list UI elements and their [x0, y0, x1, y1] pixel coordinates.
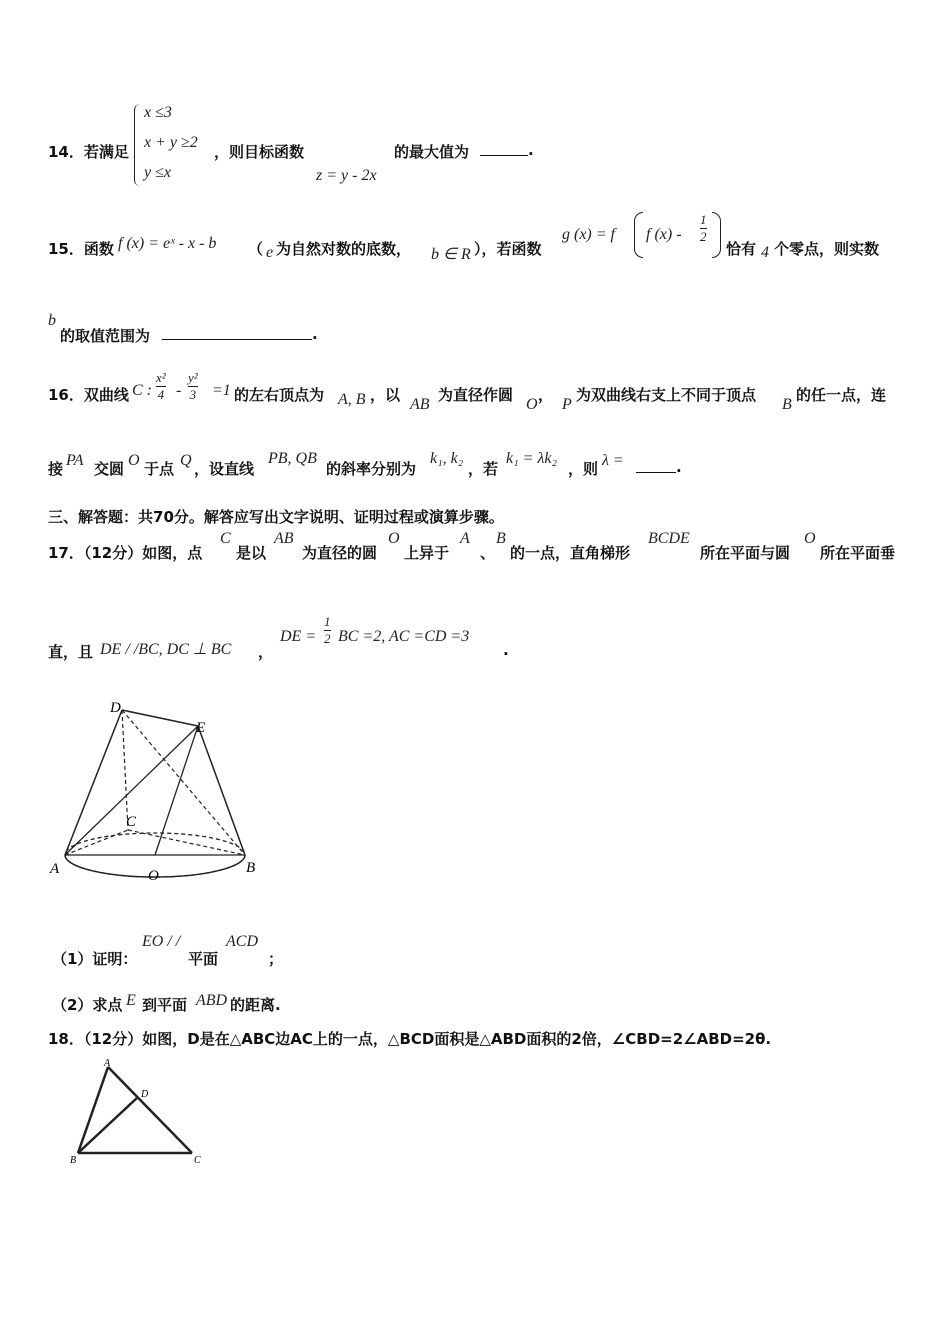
q17-text-6: 所在平面垂	[820, 544, 896, 562]
q16-text-3: 为直径作圆	[438, 386, 514, 404]
q17-B: B	[496, 530, 506, 547]
q15-number: 15．函数	[48, 240, 114, 258]
fig18-label-C: C	[194, 1155, 201, 1166]
q15-right-paren	[712, 212, 721, 258]
q17-line2-a: 直，且	[48, 643, 94, 661]
q17-part1-d: ACD	[226, 933, 258, 950]
fig17-edge-EA	[65, 726, 198, 855]
q16-O: O	[526, 396, 538, 413]
q15-function: f (x) = eˣ - x - b	[118, 235, 217, 252]
q17-text-1: 是以	[236, 544, 267, 562]
fig17-label-E: E	[196, 720, 206, 736]
q16-relation: k₁ = λk₂	[506, 450, 558, 467]
q17-C: C	[220, 530, 231, 547]
q17-half-num: 1	[324, 614, 331, 629]
fig17-edge-EO	[155, 726, 198, 855]
q15-e: e	[266, 244, 274, 261]
q14-constraint-2: x + y ≥2	[144, 134, 198, 151]
q17-part2-b: E	[126, 992, 136, 1009]
fig18-label-A: A	[104, 1058, 111, 1069]
q16-line2-a: 接	[48, 460, 64, 478]
q16-AB2: AB	[410, 396, 430, 413]
q16-number: 16．双曲线	[48, 386, 129, 404]
fig17-label-C: C	[126, 814, 137, 830]
q15-four: 4	[761, 244, 769, 261]
fig18-label-B: B	[70, 1155, 77, 1166]
fig17-edge-DA	[65, 710, 122, 855]
q16-x2: x²	[156, 370, 166, 385]
q17-number: 17．（12分）如图，点	[48, 544, 203, 562]
q15-inner: f (x) -	[646, 226, 682, 243]
q16-text-4: 为双曲线右支上不同于顶点	[576, 386, 757, 404]
fig17-edge-DC	[122, 710, 128, 830]
q15-text-tail: 的取值范围为	[60, 327, 151, 345]
q16-text-1: 的左右顶点为	[234, 386, 325, 404]
figure-18	[50, 1055, 220, 1185]
q15-b-in-R: b ∈ R	[431, 246, 471, 263]
q16-frac-x	[156, 370, 166, 403]
q16-comma: ，	[538, 386, 554, 404]
q15-paren-open: （	[248, 240, 264, 258]
q16-line2-b: 交圆	[94, 460, 125, 478]
figure-17-svg	[40, 690, 280, 890]
section-3-heading: 三、解答题：共70分。解答应写出文字说明、证明过程或演算步骤。	[48, 508, 504, 526]
q16-line2-e: 的斜率分别为	[326, 460, 417, 478]
q16-four: 4	[157, 387, 165, 402]
q14-number: 14．若满足	[48, 143, 129, 161]
q16-k1k2: k₁, k₂	[430, 450, 464, 467]
q17-part2-c: 到平面	[142, 996, 188, 1014]
q14-constraint-3: y ≤x	[144, 164, 171, 181]
q15-b: b	[48, 312, 56, 329]
q15-left-paren	[634, 212, 643, 258]
q17-cond2a: DE =	[280, 628, 317, 645]
q16-P: P	[562, 396, 572, 413]
fig17-edge-EB	[198, 726, 245, 855]
q17-AB: AB	[274, 530, 294, 547]
q15-period: .	[312, 325, 318, 343]
fig17-label-B: B	[246, 860, 256, 876]
q17-part1-e: ；	[268, 950, 284, 968]
q16-period: .	[676, 458, 682, 476]
figure-18-svg	[50, 1055, 220, 1185]
q16-y2: y²	[188, 370, 198, 385]
q17-text-3: 上异于	[404, 544, 450, 562]
q14-constraint-1: x ≤3	[144, 104, 172, 121]
q15-g: g (x) = f	[562, 226, 615, 243]
q16-PA: PA	[66, 452, 84, 469]
q17-cond2b: BC =2, AC =CD =3	[338, 628, 470, 645]
q15-half-num: 1	[700, 212, 707, 227]
fig17-label-D: D	[110, 700, 121, 716]
q14-period: .	[528, 141, 534, 159]
q16-line2-d: ，设直线	[194, 460, 255, 478]
fig17-edge-AC	[65, 830, 128, 855]
q16-B: B	[782, 396, 792, 413]
q16-three: 3	[189, 387, 197, 402]
figure-17	[40, 690, 280, 890]
q16-text-2: ，以	[370, 386, 401, 404]
q14-text-mid: ，则目标函数	[214, 143, 305, 161]
q16-line2-c: 于点	[144, 460, 175, 478]
q16-C: C :	[132, 382, 152, 399]
q17-BCDE: BCDE	[648, 530, 690, 547]
q17-O: O	[388, 530, 400, 547]
q15-text-2: ），若函数	[474, 240, 542, 258]
q17-cond1: DE / /BC, DC ⊥ BC	[100, 641, 232, 658]
q16-answer-blank	[636, 458, 676, 473]
q17-O2: O	[804, 530, 816, 547]
q16-frac-y	[188, 370, 198, 403]
fig18-label-D: D	[141, 1089, 149, 1100]
q17-text-2: 为直径的圆	[302, 544, 378, 562]
q15-text-3: 恰有	[726, 240, 757, 258]
q16-PBQB: PB, QB	[268, 450, 317, 467]
q16-O2: O	[128, 452, 140, 469]
q17-A: A	[460, 530, 470, 547]
q15-text-4: 个零点，则实数	[774, 240, 880, 258]
q16-lambda: λ =	[602, 452, 624, 469]
q17-part2-a: （2）求点	[52, 996, 123, 1014]
q16-eq1: =1	[212, 382, 231, 399]
q14-answer-blank	[480, 141, 528, 156]
q17-line2-b: ，	[258, 643, 274, 661]
q16-line2-g: ，则	[568, 460, 599, 478]
fig17-label-A: A	[50, 861, 60, 877]
q16-Q: Q	[180, 452, 192, 469]
fig17-label-O: O	[148, 868, 159, 884]
q16-text-5: 的任一点，连	[796, 386, 887, 404]
q16-line2-f: ，若	[468, 460, 499, 478]
question-18-text: 18．（12分）如图，D是在△ABC边AC上的一点，△BCD面积是△ABD面积的2倍，∠CBD=2∠ABD=2θ.	[48, 1030, 772, 1048]
q14-brace	[134, 104, 141, 186]
q17-part1-a: （1）证明：	[52, 950, 138, 968]
q15-half-den: 2	[700, 229, 707, 244]
q15-answer-blank	[162, 325, 312, 340]
q17-text-5: 所在平面与圆	[700, 544, 791, 562]
q17-part1-c: 平面	[188, 950, 219, 968]
fig18-edge-AC	[108, 1067, 192, 1153]
q17-part2-d: ABD	[196, 992, 228, 1009]
q17-part2-e: 的距离.	[230, 996, 281, 1014]
q17-text-4: 的一点，直角梯形	[510, 544, 631, 562]
q17-part1-b: EO / /	[142, 933, 181, 950]
q15-half	[700, 212, 707, 245]
q14-text-tail: 的最大值为	[394, 143, 470, 161]
q15-text-1: 为自然对数的底数，	[276, 240, 412, 258]
q16-AB: A, B	[338, 391, 366, 408]
q17-dun: 、	[480, 544, 496, 562]
q17-period: .	[503, 641, 509, 659]
q17-half-den: 2	[324, 631, 331, 646]
q17-half	[324, 614, 331, 647]
q14-objective: z = y - 2x	[316, 167, 377, 184]
